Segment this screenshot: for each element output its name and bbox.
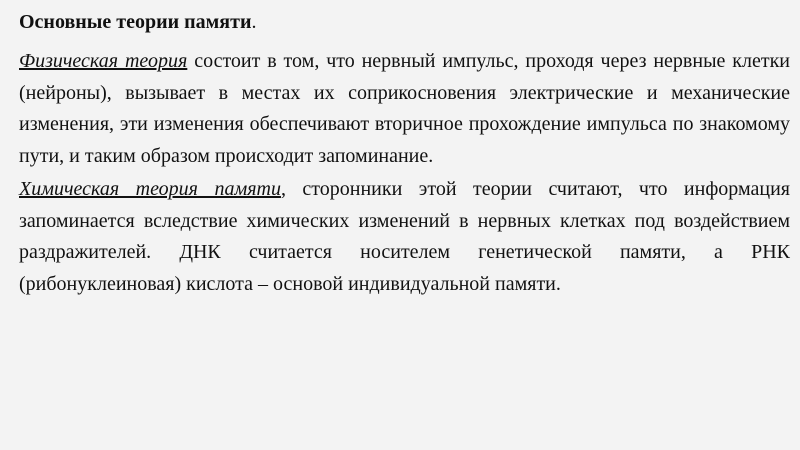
physical-theory-paragraph xyxy=(19,46,790,172)
physical-theory-text: состоит в том, что нервный импульс, проходя через нервные клетки (нейроны), вызывает в местах их соприкосновения электрические и механические изменения, эти изменения обеспечивают вторичное прохождение импульса по знакомому пути, и таким образом происходит запоминание. xyxy=(19,50,790,167)
slide-title-text: Основные теории памяти xyxy=(19,11,252,33)
chemical-theory-paragraph xyxy=(19,174,790,300)
chemical-theory-text: , сторонники этой теории считают, что информация запоминается вследствие химических изменений в нервных клетках под воздействием раздражителей. ДНК считается носителем генетической памяти, а РНК (рибонуклеиновая) кислота – основой индивидуальной памяти. xyxy=(19,178,790,295)
slide-title-period: . xyxy=(251,11,257,33)
slide-title xyxy=(19,10,790,34)
chemical-theory-term: Химическая теория памяти xyxy=(19,178,281,200)
physical-theory-term: Физическая теория xyxy=(19,50,188,72)
